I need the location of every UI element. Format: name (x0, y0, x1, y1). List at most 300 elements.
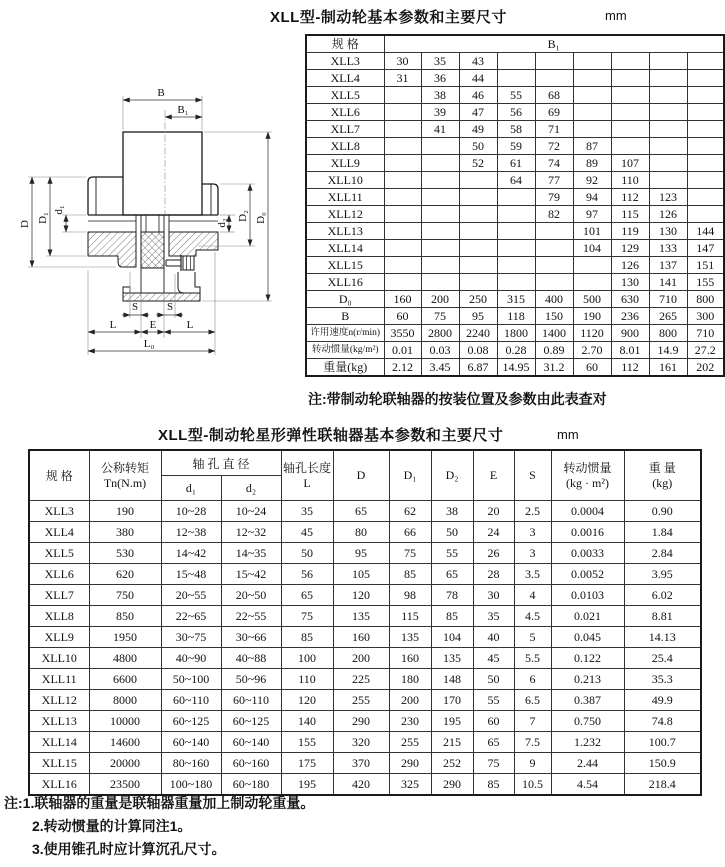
table-cell: 2.70 (573, 342, 611, 359)
table-cell: 14600 (89, 732, 161, 753)
col-header-d2: d₂ (221, 476, 281, 501)
table-cell: 14.9 (649, 342, 687, 359)
table-cell: 195 (281, 774, 333, 796)
table-cell: 78 (431, 585, 473, 606)
table-cell (535, 223, 573, 240)
table-cell: 82 (535, 206, 573, 223)
col-header-torque-line1: 公称转矩 (100, 460, 149, 475)
table-cell (535, 70, 573, 87)
table-cell: 39 (421, 104, 459, 121)
table-cell: 35 (473, 606, 514, 627)
table-cell: 110 (281, 669, 333, 690)
drawing-dimension-labels (19, 87, 267, 350)
table-row (29, 501, 701, 522)
spec-cell: XLL3 (29, 501, 89, 522)
table-cell (611, 138, 649, 155)
table-cell (611, 87, 649, 104)
table-cell: 101 (573, 223, 611, 240)
spec-cell: XLL12 (306, 206, 384, 223)
table-cell: 2.84 (624, 543, 701, 564)
table-cell (459, 240, 497, 257)
table-cell: 630 (611, 291, 649, 308)
table-cell: 65 (333, 501, 389, 522)
table-cell: 75 (281, 606, 333, 627)
table-cell: 200 (421, 291, 459, 308)
table-cell: 69 (535, 104, 573, 121)
table-cell: 160 (333, 627, 389, 648)
table-cell: 4 (514, 585, 551, 606)
col-header-inertia-line2: (kg · m²) (566, 475, 609, 490)
table-cell (573, 53, 611, 70)
col-header-bore-length (281, 450, 333, 501)
col-header-S: S (514, 450, 551, 501)
table-cell (459, 172, 497, 189)
table-cell: 255 (389, 732, 431, 753)
table-cell: 64 (497, 172, 535, 189)
spec-cell: XLL14 (29, 732, 89, 753)
table-cell: 6600 (89, 669, 161, 690)
spec-cell: XLL15 (306, 257, 384, 274)
coupling-table-body (29, 501, 701, 796)
table-cell: 14.13 (624, 627, 701, 648)
table-cell (649, 155, 687, 172)
table-cell: 126 (649, 206, 687, 223)
table1-title: XLL型-制动轮基本参数和主要尺寸 (270, 9, 507, 26)
table-row (29, 627, 701, 648)
table-cell: 100.7 (624, 732, 701, 753)
table-cell: 225 (333, 669, 389, 690)
table-cell: 104 (573, 240, 611, 257)
table-cell: 47 (459, 104, 497, 121)
table-cell: 50 (431, 522, 473, 543)
table-cell: 58 (497, 121, 535, 138)
table-cell (497, 257, 535, 274)
dim-label-b1: B₁ (177, 104, 189, 116)
table-cell: 0.0052 (551, 564, 624, 585)
table-cell: 115 (611, 206, 649, 223)
col-header-inertia-line1: 转动惯量 (563, 460, 612, 475)
drawing-dimension-lines (32, 100, 268, 351)
table-cell (573, 274, 611, 291)
table-cell: 40~88 (221, 648, 281, 669)
table-cell: 10~24 (221, 501, 281, 522)
table-cell: 400 (535, 291, 573, 308)
col-header-torque (89, 450, 161, 501)
row-label-cell: D₀ (306, 291, 384, 308)
spec-cell: XLL5 (29, 543, 89, 564)
spec-cell: XLL13 (29, 711, 89, 732)
table-cell (421, 223, 459, 240)
table-cell: 74 (535, 155, 573, 172)
table-cell: 500 (573, 291, 611, 308)
spec-cell: XLL16 (29, 774, 89, 796)
table-cell: 74.8 (624, 711, 701, 732)
table-cell: 750 (89, 585, 161, 606)
table-cell: 27.2 (687, 342, 724, 359)
table-cell: 100~180 (161, 774, 221, 796)
table-cell: 3.95 (624, 564, 701, 585)
dim-label-l-right: L (186, 319, 194, 331)
table-cell: 8000 (89, 690, 161, 711)
dim-label-d1-small: d₁ (53, 205, 65, 215)
spec-cell: XLL4 (306, 70, 384, 87)
table-cell: 170 (431, 690, 473, 711)
table-cell: 800 (687, 291, 724, 308)
table-cell (649, 138, 687, 155)
col-header-inertia (551, 450, 624, 501)
table-cell: 0.01 (384, 342, 421, 359)
table-cell (611, 70, 649, 87)
spec-cell: XLL8 (29, 606, 89, 627)
table-cell (687, 104, 724, 121)
table-cell: 620 (89, 564, 161, 585)
spec-cell: XLL11 (29, 669, 89, 690)
col-header-bore-diameter: 轴 孔 直 径 (161, 450, 281, 476)
table-cell: 120 (333, 585, 389, 606)
spec-cell: XLL9 (306, 155, 384, 172)
spec-cell: XLL3 (306, 53, 384, 70)
table-cell: 45 (473, 648, 514, 669)
table-cell (649, 121, 687, 138)
table-row (29, 585, 701, 606)
table-cell (535, 53, 573, 70)
table-cell (573, 70, 611, 87)
table-cell: 20000 (89, 753, 161, 774)
table-cell: 22~55 (221, 606, 281, 627)
table2-notes (4, 792, 314, 861)
table-cell: 710 (687, 325, 724, 342)
col-header-bore-length-line2: L (303, 475, 311, 490)
table-cell: 60~140 (221, 732, 281, 753)
table-cell: 175 (281, 753, 333, 774)
table-row (29, 711, 701, 732)
spec-cell: XLL11 (306, 189, 384, 206)
table-cell: 9 (514, 753, 551, 774)
table-cell: 3.45 (421, 359, 459, 377)
table-cell: 2240 (459, 325, 497, 342)
table-cell: 0.08 (459, 342, 497, 359)
table-cell: 40 (473, 627, 514, 648)
table-cell: 50~96 (221, 669, 281, 690)
table-cell: 6.02 (624, 585, 701, 606)
table-cell: 119 (611, 223, 649, 240)
table-cell: 120 (281, 690, 333, 711)
table-cell: 50~100 (161, 669, 221, 690)
col-header-weight-line2: (kg) (652, 475, 673, 490)
table-cell: 110 (611, 172, 649, 189)
table-cell: 141 (649, 274, 687, 291)
row-label-cell: 许用速度n(r/min) (306, 325, 384, 342)
table-row (306, 342, 724, 359)
table-cell: 2.12 (384, 359, 421, 377)
table-cell: 60~160 (221, 753, 281, 774)
table-cell: 26 (473, 543, 514, 564)
table-cell: 80 (333, 522, 389, 543)
table-row (29, 648, 701, 669)
table-cell: 77 (535, 172, 573, 189)
drawing-extension-lines (28, 96, 272, 355)
table-cell (687, 172, 724, 189)
table-cell: 218.4 (624, 774, 701, 796)
table-cell (497, 240, 535, 257)
table-cell: 6.87 (459, 359, 497, 377)
table-cell: 1800 (497, 325, 535, 342)
table-cell (535, 274, 573, 291)
table-cell: 135 (431, 648, 473, 669)
table-cell: 137 (649, 257, 687, 274)
note-line: 2.转动惯量的计算同注1。 (32, 818, 192, 834)
table-cell: 41 (421, 121, 459, 138)
table-cell: 55 (497, 87, 535, 104)
table-cell (384, 172, 421, 189)
table-cell: 31.2 (535, 359, 573, 377)
table-row (306, 53, 724, 70)
dim-label-s-left: S (131, 301, 139, 313)
table-row (29, 543, 701, 564)
table-row (306, 291, 724, 308)
dim-label-d1-cap: D₁ (37, 212, 49, 224)
table-cell (384, 121, 421, 138)
table-cell: 12~38 (161, 522, 221, 543)
table-cell: 105 (333, 564, 389, 585)
spec-cell: XLL7 (306, 121, 384, 138)
table-cell: 290 (431, 774, 473, 796)
table-cell: 24 (473, 522, 514, 543)
table-cell: 10.5 (514, 774, 551, 796)
spec-cell: XLL15 (29, 753, 89, 774)
table-cell: 72 (535, 138, 573, 155)
table-row (29, 522, 701, 543)
table-cell: 0.0103 (551, 585, 624, 606)
spec-cell: XLL10 (306, 172, 384, 189)
table-cell (687, 189, 724, 206)
table-cell: 30 (384, 53, 421, 70)
table-cell: 15~48 (161, 564, 221, 585)
table-cell: 5 (514, 627, 551, 648)
table-cell (649, 70, 687, 87)
table-cell: 151 (687, 257, 724, 274)
brake-wheel-table (305, 34, 725, 377)
table-cell: 68 (535, 87, 573, 104)
dim-label-d0: D₀ (255, 212, 267, 224)
table-cell: 5.5 (514, 648, 551, 669)
table-cell: 55 (431, 543, 473, 564)
table-cell: 23500 (89, 774, 161, 796)
table-cell: 161 (649, 359, 687, 377)
table-cell: 530 (89, 543, 161, 564)
table-cell: 20 (473, 501, 514, 522)
table-cell: 0.387 (551, 690, 624, 711)
table-cell: 95 (333, 543, 389, 564)
table-cell: 710 (649, 291, 687, 308)
spec-cell: XLL6 (306, 104, 384, 121)
table-row (306, 325, 724, 342)
spec-cell: XLL16 (306, 274, 384, 291)
table-cell: 60~125 (161, 711, 221, 732)
table-cell: 6.5 (514, 690, 551, 711)
table-cell: 10~28 (161, 501, 221, 522)
table-cell (497, 223, 535, 240)
table-cell: 44 (459, 70, 497, 87)
dim-label-d: D (19, 220, 31, 228)
spec-cell: XLL14 (306, 240, 384, 257)
table-cell: 150 (535, 308, 573, 325)
table-cell: 252 (431, 753, 473, 774)
dim-label-s-right: S (166, 301, 174, 313)
table-cell: 1400 (535, 325, 573, 342)
note-line: 注:1.联轴器的重量是联轴器重量加上制动轮重量。 (4, 795, 315, 811)
table-cell: 56 (281, 564, 333, 585)
table-cell: 22~65 (161, 606, 221, 627)
spec-cell: XLL13 (306, 223, 384, 240)
table-cell: 98 (389, 585, 431, 606)
table-cell: 112 (611, 189, 649, 206)
table-cell (611, 121, 649, 138)
table-cell: 14.95 (497, 359, 535, 377)
col-header-b1: B₁ (384, 35, 724, 53)
table-cell: 230 (389, 711, 431, 732)
table-cell: 3 (514, 522, 551, 543)
dim-label-e: E (149, 319, 157, 331)
table-cell: 28 (473, 564, 514, 585)
table-cell: 107 (611, 155, 649, 172)
col-header-bore-length-line1: 轴孔长度 (283, 460, 332, 475)
table-cell (421, 138, 459, 155)
table-cell: 95 (459, 308, 497, 325)
table-cell: 100 (281, 648, 333, 669)
table-cell: 92 (573, 172, 611, 189)
table-cell: 30 (473, 585, 514, 606)
table-cell: 60 (573, 359, 611, 377)
table-cell: 38 (421, 87, 459, 104)
table-cell: 2.44 (551, 753, 624, 774)
table-cell: 56 (497, 104, 535, 121)
table-cell (459, 189, 497, 206)
table-cell: 61 (497, 155, 535, 172)
table-cell: 0.0016 (551, 522, 624, 543)
table-cell (497, 274, 535, 291)
table-cell: 14~35 (221, 543, 281, 564)
table-cell: 135 (389, 627, 431, 648)
table-cell (687, 121, 724, 138)
spec-cell: XLL7 (29, 585, 89, 606)
table-cell: 112 (611, 359, 649, 377)
brake-wheel-table-body (306, 53, 724, 377)
dim-label-b: B (157, 87, 165, 99)
table-cell: 49 (459, 121, 497, 138)
table-cell (384, 257, 421, 274)
table-cell: 236 (611, 308, 649, 325)
table-cell: 290 (389, 753, 431, 774)
table-cell: 30~66 (221, 627, 281, 648)
table-cell: 0.89 (535, 342, 573, 359)
table-cell: 50 (473, 669, 514, 690)
spec-cell: XLL8 (306, 138, 384, 155)
table-cell: 62 (389, 501, 431, 522)
table-cell: 55 (473, 690, 514, 711)
table-cell (421, 240, 459, 257)
table-cell: 20~55 (161, 585, 221, 606)
table-cell: 50 (459, 138, 497, 155)
table-cell: 25.4 (624, 648, 701, 669)
table-cell (611, 104, 649, 121)
table-cell: 2.5 (514, 501, 551, 522)
coupling-section-drawing (0, 60, 300, 400)
spec-cell: XLL4 (29, 522, 89, 543)
row-label-cell: B (306, 308, 384, 325)
table-cell (384, 274, 421, 291)
table-cell: 87 (573, 138, 611, 155)
table-cell: 144 (687, 223, 724, 240)
table-cell (421, 257, 459, 274)
table-cell: 118 (497, 308, 535, 325)
spec-cell: XLL10 (29, 648, 89, 669)
table-cell (497, 189, 535, 206)
coupling-table (28, 449, 702, 796)
table-cell: 60~110 (221, 690, 281, 711)
table-cell (573, 121, 611, 138)
table-cell (384, 155, 421, 172)
table-row (306, 138, 724, 155)
table-cell: 2800 (421, 325, 459, 342)
table-cell: 14~42 (161, 543, 221, 564)
table-row (29, 753, 701, 774)
table-row (306, 257, 724, 274)
table-cell (421, 206, 459, 223)
table-cell: 0.045 (551, 627, 624, 648)
table-cell (459, 257, 497, 274)
table-cell: 31 (384, 70, 421, 87)
table-row (306, 155, 724, 172)
col-header-E: E (473, 450, 514, 501)
row-label-cell: 转动惯量(kg/m²) (306, 342, 384, 359)
table-cell: 60~180 (221, 774, 281, 796)
table-cell (687, 206, 724, 223)
table-row (306, 223, 724, 240)
table-cell: 150.9 (624, 753, 701, 774)
table-cell: 0.0004 (551, 501, 624, 522)
table-cell: 85 (281, 627, 333, 648)
table-row (306, 206, 724, 223)
table-cell: 7 (514, 711, 551, 732)
spec-cell: XLL6 (29, 564, 89, 585)
table-cell: 123 (649, 189, 687, 206)
table-cell: 3550 (384, 325, 421, 342)
table-cell (649, 53, 687, 70)
table-cell: 140 (281, 711, 333, 732)
table-cell: 180 (389, 669, 431, 690)
table-cell: 65 (281, 585, 333, 606)
table-cell: 0.213 (551, 669, 624, 690)
table-cell: 1.84 (624, 522, 701, 543)
table-row (306, 104, 724, 121)
table-cell: 315 (497, 291, 535, 308)
table-cell: 38 (431, 501, 473, 522)
table-cell (497, 53, 535, 70)
table-cell: 35 (421, 53, 459, 70)
table-cell (573, 104, 611, 121)
table-cell: 50 (281, 543, 333, 564)
table-cell: 135 (333, 606, 389, 627)
table-row (306, 274, 724, 291)
table-cell: 0.90 (624, 501, 701, 522)
table-cell: 130 (649, 223, 687, 240)
table-cell: 66 (389, 522, 431, 543)
table-row (29, 564, 701, 585)
table-cell: 115 (389, 606, 431, 627)
table-cell: 15~42 (221, 564, 281, 585)
table-cell: 49.9 (624, 690, 701, 711)
